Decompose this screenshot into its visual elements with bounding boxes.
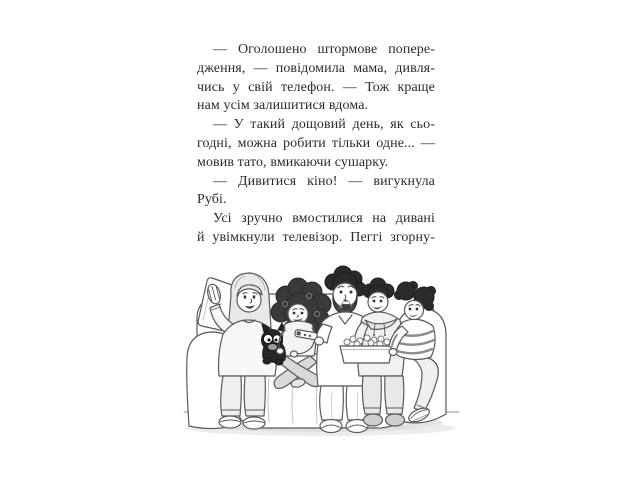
mom-slipper bbox=[243, 417, 265, 429]
story-line: — Дивитися кіно! — вигукнула bbox=[213, 173, 435, 189]
story-line: — Оголошено штормове попере- bbox=[213, 42, 435, 57]
story-line: нам усім залишитися вдома. bbox=[197, 98, 369, 114]
cat-peggy bbox=[262, 323, 286, 365]
family-couch-illustration bbox=[181, 262, 463, 448]
story-line: Рубі. bbox=[197, 192, 227, 208]
story-line: й увімкнули телевізор. Пеггі згорну- bbox=[197, 229, 435, 245]
story-text bbox=[197, 41, 435, 248]
sister-face bbox=[405, 301, 424, 320]
brother-slipper bbox=[364, 414, 383, 426]
story-line: Усі зручно вмостилися на дивані bbox=[213, 211, 435, 227]
dad-hand bbox=[315, 337, 324, 345]
story-line: годні, можна робити тільки одне... — bbox=[197, 135, 435, 151]
dad-slipper bbox=[320, 420, 342, 433]
story-line: дження, — повідомила мама, дивля- bbox=[197, 60, 435, 76]
story-line: чись у свій телефон. — Тож краще bbox=[197, 79, 435, 95]
popcorn-bowl bbox=[340, 335, 393, 363]
brother-slipper bbox=[386, 414, 405, 426]
story-line: мовив тато, вмикаючи сушарку. bbox=[197, 154, 389, 170]
mom-slipper bbox=[219, 416, 241, 428]
story-line: — У такий дощовий день, як сьо- bbox=[213, 117, 435, 133]
